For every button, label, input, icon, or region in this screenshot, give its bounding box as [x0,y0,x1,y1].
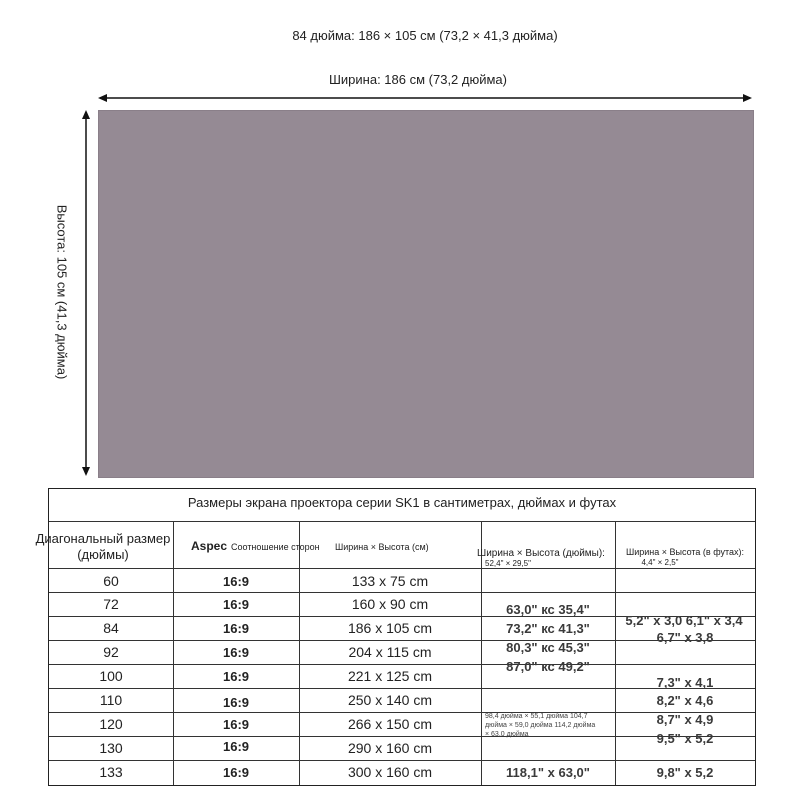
row-110-aspect: 16:9 [222,695,250,710]
row-84-cm: 186 x 105 cm [347,620,433,636]
header-inches-first: 52,4" × 29,5" [485,559,531,568]
inches-value-92: 80,3" кс 45,3" [506,640,590,655]
dimension-title: 84 дюйма: 186 × 105 см (73,2 × 41,3 дюйма) [292,28,558,43]
feet-value-130: 9,5" x 5,2 [656,731,714,746]
header-diagonal: Диагональный размер (дюймы) [35,531,171,562]
row-72-aspect: 16:9 [222,597,250,612]
inches-value-133: 118,1" x 63,0" [506,765,590,780]
row-100-cm: 221 x 125 cm [347,668,433,684]
row-120-diagonal: 120 [99,716,123,732]
size-table [35,488,756,786]
header-feet-first: 4,4" × 2,5" [641,558,679,567]
inches-value-110-130: 98,4 дюйма × 55,1 дюйма 104,7 дюйма × 59,0 дюйма 114,2 дюйма × 63,0 дюйма [485,713,596,738]
row-110-cm: 250 x 140 cm [347,692,433,708]
inches-value-100: 87,0" кс 49,2" [506,659,590,674]
row-72-diagonal: 72 [103,596,119,612]
row-130-diagonal: 130 [99,740,123,756]
row-130-cm: 290 x 160 cm [347,740,433,756]
row-92-cm: 204 x 115 cm [348,644,432,660]
projector-screen [98,110,754,478]
row-84-aspect: 16:9 [222,621,250,636]
row-92-diagonal: 92 [103,644,119,660]
height-label: Высота: 105 см (41,3 дюйма) [54,204,70,380]
width-label: Ширина: 186 см (73,2 дюйма) [329,72,507,87]
row-72-cm: 160 x 90 cm [351,596,429,612]
row-84-diagonal: 84 [103,620,119,636]
row-110-diagonal: 110 [99,692,123,708]
table-title: Размеры экрана проектора серии SK1 в сантиметрах, дюймах и футах [187,495,617,510]
header-cm: Ширина × Высота (см) [335,542,429,552]
row-60-aspect: 16:9 [222,574,250,589]
row-133-diagonal: 133 [99,764,123,780]
header-inches: Ширина × Высота (дюймы): [477,548,605,559]
feet-value-133: 9,8" x 5,2 [656,765,714,780]
row-133-aspect: 16:9 [222,765,250,780]
width-arrow-icon [98,94,752,102]
row-60-cm: 133 x 75 cm [351,573,429,589]
row-100-aspect: 16:9 [222,669,250,684]
header-aspect: Соотношение сторон [231,542,320,552]
row-130-aspect: 16:9 [222,739,250,754]
row-60-diagonal: 60 [103,573,119,589]
height-arrow-icon [76,110,96,476]
inches-value-72: 63,0" кс 35,4" [506,602,590,617]
feet-value-100: 7,3" x 4,1 [656,675,714,690]
row-92-aspect: 16:9 [222,645,250,660]
feet-value-92: 6,7" x 3,8 [656,630,714,645]
row-120-cm: 266 x 150 cm [347,716,433,732]
row-120-aspect: 16:9 [222,717,250,732]
inches-value-84: 73,2" кс 41,3" [506,621,590,636]
header-feet: Ширина × Высота (в футах): [625,547,745,557]
row-133-cm: 300 x 160 cm [347,764,433,780]
feet-value-110: 8,2" x 4,6 [656,693,714,708]
feet-value-72-84: 5,2" x 3,0 6,1" x 3,4 [625,613,743,628]
row-100-diagonal: 100 [99,668,123,684]
feet-value-120: 8,7" x 4,9 [656,712,714,727]
header-aspect-short: Aspec [191,539,228,553]
